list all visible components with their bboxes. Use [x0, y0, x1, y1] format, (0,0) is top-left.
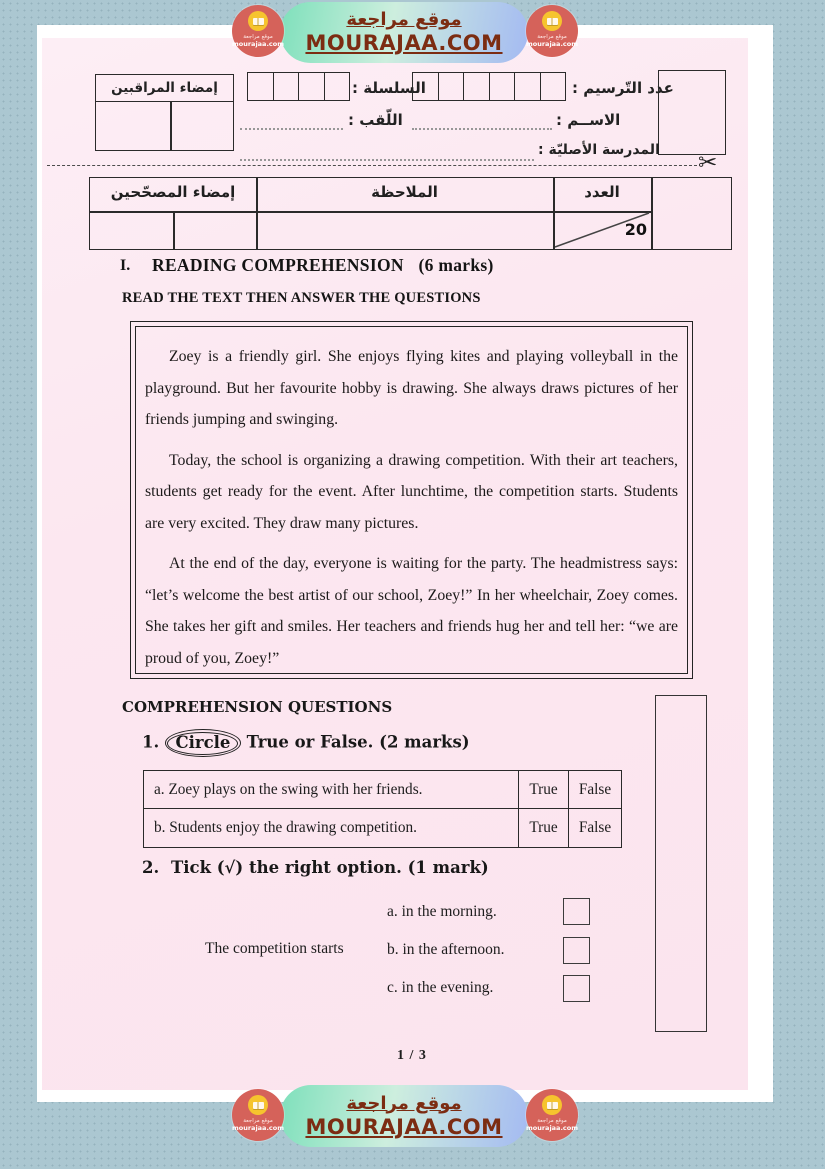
q1-text: True or False. (2 marks)	[246, 732, 470, 752]
logo-book-icon	[248, 11, 268, 31]
reading-passage	[135, 326, 688, 674]
registration-digit-cell	[464, 73, 490, 100]
table-row	[144, 771, 621, 809]
section-marks: (6 marks)	[418, 255, 494, 275]
scissors-icon: ✂	[698, 150, 718, 176]
logo-caption-domain: mourajaa.com	[231, 40, 285, 48]
registration-digit-cell	[515, 73, 541, 100]
site-domain: MOURAJAA.COM	[305, 31, 503, 55]
questions-heading: COMPREHENSION QUESTIONS	[122, 698, 393, 716]
registration-number-label: عدد التّرسيم :	[572, 79, 674, 97]
original-school-line	[240, 158, 534, 161]
mourajaa-logo-right	[526, 1089, 578, 1141]
q1-true-cell-a: True	[519, 771, 569, 808]
q2-option-a: a. in the morning.	[387, 903, 497, 920]
supervisors-signature-box	[95, 74, 234, 151]
q1-statement-a: a. Zoey plays on the swing with her friends.	[144, 771, 519, 808]
cut-line	[47, 165, 697, 166]
q2-number: 2.	[142, 858, 160, 877]
total-mark: 20	[624, 220, 647, 239]
q1-circled-word: Circle	[167, 732, 238, 755]
q1-number: 1.	[142, 732, 160, 752]
series-digit-cell	[299, 73, 325, 100]
logo-book-icon	[542, 11, 562, 31]
reading-passage-box	[130, 321, 693, 679]
supervisors-signature-label: إمضاء المراقبين	[111, 80, 218, 96]
remark-header: الملاحظة	[371, 183, 438, 201]
correctors-signature-header: إمضاء المصحّحين	[110, 183, 236, 201]
q2-option-c: c. in the evening.	[387, 979, 494, 996]
q1-false-cell-b: False	[578, 819, 612, 836]
bottom-banner	[0, 1083, 825, 1169]
series-digit-cell	[274, 73, 300, 100]
logo-caption-domain: mourajaa.com	[231, 1124, 285, 1132]
registration-digit-cell	[439, 73, 465, 100]
section-title-text: READING COMPREHENSION	[152, 255, 404, 275]
mark-header: العدد	[584, 183, 620, 201]
option-checkbox-a	[563, 898, 590, 925]
original-school-label: المدرسة الأصليّة :	[538, 142, 660, 158]
page-indicator: 1 / 3	[397, 1048, 427, 1063]
correctors-cell-divider	[173, 211, 175, 249]
first-name-line	[412, 127, 552, 130]
logo-book-icon	[542, 1095, 562, 1115]
logo-caption-arabic: موقع مراجعة	[537, 34, 567, 40]
header-side-box	[658, 70, 726, 155]
q1-true-false-table	[143, 770, 622, 848]
logo-caption-arabic: موقع مراجعة	[243, 34, 273, 40]
q1-heading	[142, 729, 470, 757]
top-banner	[0, 0, 825, 70]
q2-option-b: b. in the afternoon.	[387, 941, 505, 958]
first-name-label: الاســم :	[556, 111, 621, 129]
q2-heading	[142, 858, 489, 877]
passage-paragraph-1: Zoey is a friendly girl. She enjoys flying kites and playing volleyball in the playground. But her favourite hobby is drawing. She always draws pictures of her friends jumping and swinging.	[145, 348, 678, 428]
q1-true-cell-b: True	[519, 809, 569, 847]
banner-pill	[280, 2, 528, 63]
series-digit-cells	[247, 72, 350, 101]
option-checkbox-b	[563, 937, 590, 964]
marks-margin-box	[655, 695, 707, 1032]
registration-digit-cell	[541, 73, 566, 100]
banner-pill	[280, 1085, 528, 1147]
table-row	[144, 809, 621, 847]
site-arabic-title: موقع مراجعة	[346, 1092, 462, 1114]
marks-table	[89, 177, 732, 250]
q2-stem: The competition starts	[205, 940, 344, 957]
q1-statement-b: b. Students enjoy the drawing competition.	[144, 809, 519, 847]
mourajaa-logo-left	[232, 5, 284, 57]
logo-caption-domain: mourajaa.com	[525, 1124, 579, 1132]
registration-digit-cell	[413, 73, 439, 100]
section-numeral: I.	[120, 257, 131, 274]
option-checkbox-c	[563, 975, 590, 1002]
logo-caption-arabic: موقع مراجعة	[243, 1118, 273, 1124]
last-name-line	[240, 127, 343, 130]
mourajaa-logo-right	[526, 5, 578, 57]
marks-table-divider	[651, 178, 653, 249]
last-name-label: اللّقب :	[348, 111, 403, 129]
logo-caption-arabic: موقع مراجعة	[537, 1118, 567, 1124]
series-digit-cell	[325, 73, 350, 100]
section-title	[152, 255, 494, 276]
series-digit-cell	[248, 73, 274, 100]
supervisors-signature-cells	[170, 101, 172, 150]
site-arabic-title: موقع مراجعة	[346, 9, 462, 30]
logo-caption-domain: mourajaa.com	[525, 40, 579, 48]
passage-paragraph-3: At the end of the day, everyone is waiting for the party. The headmistress says: “let’s welcome the best artist of our school, Zoey!” In her wheelchair, Zoey comes. She takes her gift and smiles. Her teachers and friends hug her and tell her: “we are proud of you, Zoey!”	[145, 555, 678, 667]
logo-book-icon	[248, 1095, 268, 1115]
registration-digit-cells	[412, 72, 566, 101]
section-instruction: READ THE TEXT THEN ANSWER THE QUESTIONS	[122, 290, 481, 306]
q2-text: Tick (√) the right option. (1 mark)	[170, 858, 489, 877]
registration-digit-cell	[490, 73, 516, 100]
q1-false-cell-a: False	[578, 780, 612, 798]
passage-paragraph-2: Today, the school is organizing a drawing competition. With their art teachers, students get ready for the event. After lunchtime, the competition starts. Students are very excited. They draw many pictures.	[145, 451, 678, 532]
q1-circle-annotation	[165, 729, 241, 757]
mourajaa-logo-left	[232, 1089, 284, 1141]
site-domain: MOURAJAA.COM	[305, 1114, 503, 1139]
series-label: السلسلة :	[352, 79, 426, 97]
